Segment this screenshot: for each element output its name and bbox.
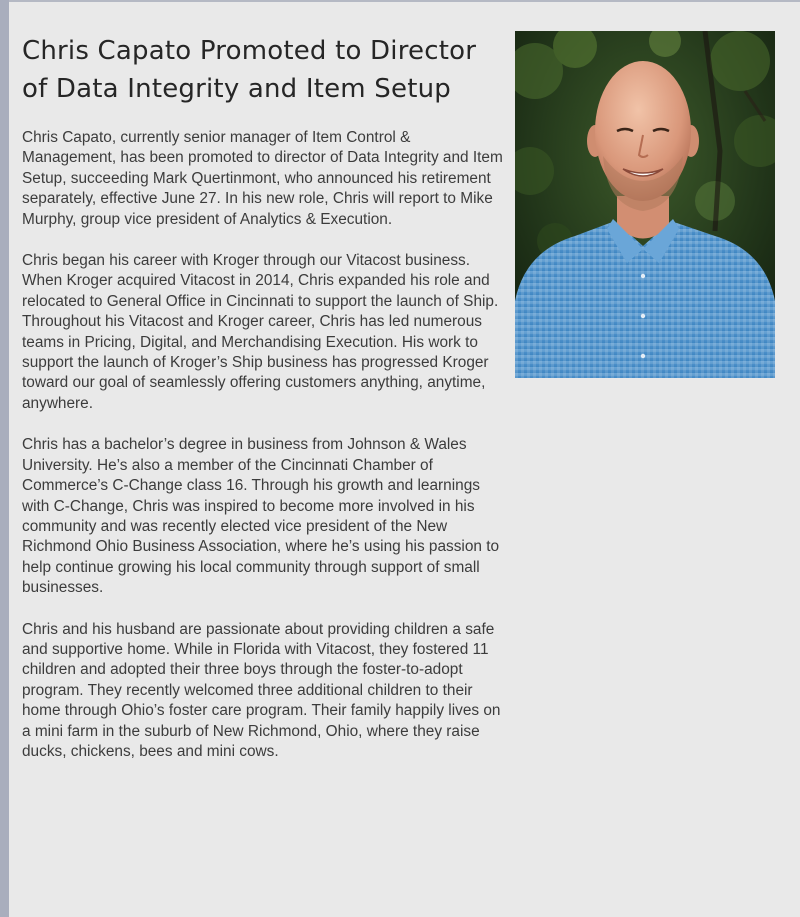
left-accent-bar [0,0,9,917]
paragraph-intro: Chris Capato, currently senior manager of Item Control & Management, has been promoted to director of Data Integrity and Item Setup, succeeding Mark Quertinmont, who announced his retirement separately, effective June 27. In his new role, Chris will report to Mike Murphy, group vice president of Analytics & Execution. [22,129,503,228]
top-divider [0,0,800,2]
article [22,32,504,783]
paragraph-family: Chris and his husband are passionate about providing children a safe and supportive home. While in Florida with Vitacost, they fostered 11 children and adopted their three boys through the foster-to-adopt program. They recently welcomed three additional children to their home through Ohio’s foster care program. Their family happily lives on a mini farm in the suburb of New Richmond, Ohio, where they raise ducks, chickens, bees and mini cows. [22,620,501,760]
paragraph-education: Chris has a bachelor’s degree in business from Johnson & Wales University. He’s also a member of the Cincinnati Chamber of Commerce’s C-Change class 16. Through his growth and learnings with C-Change, Chris was inspired to become more involved in his community and was recently elected vice president of the New Richmond Ohio Business Association, where he’s using his passion to help continue growing his local community through support of small businesses. [22,436,500,597]
article-body [22,128,504,762]
portrait-photo [515,31,775,378]
paragraph-career: Chris began his career with Kroger through our Vitacost business. When Kroger acquired Vitacost in 2014, Chris expanded his role and relocated to General Office in Cincinnati to support the launch of Ship. Throughout his Vitacost and Kroger career, Chris has led numerous teams in Pricing, Digital, and Merchandising Execution. His work to support the launch of Kroger’s Ship business has progressed Kroger toward our goal of seamlessly offering customers anything, anytime, anywhere. [22,252,499,412]
article-title: Chris Capato Promoted to Director of Data Integrity and Item Setup [22,36,477,104]
